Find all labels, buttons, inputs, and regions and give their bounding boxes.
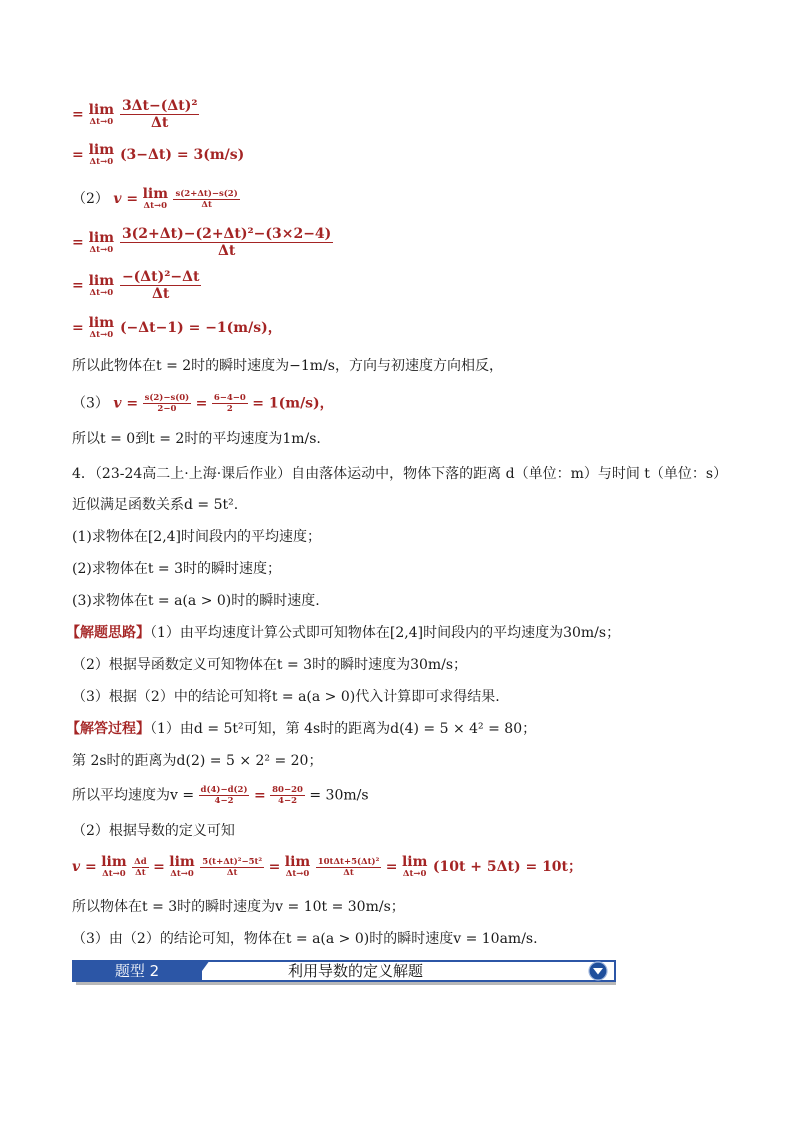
- fraction: $\frac{d(4)-d(2)}{4-2}$: [200, 785, 248, 806]
- equals-sign: =: [72, 106, 84, 123]
- chevron-down-circle-icon[interactable]: [588, 961, 608, 981]
- fraction: $\frac{6-4-0}{2}$: [213, 393, 246, 414]
- banner-title: [196, 960, 616, 982]
- limit-operator: lim Δt→0: [88, 315, 115, 340]
- solution-line-5: = lim Δt→0 $\frac{\text{−(Δt)²−Δt}}{\Delta t}$: [72, 269, 200, 302]
- limit-operator: lim Δt→0: [88, 101, 115, 127]
- conclusion-line-1: 所以此物体在t = 2时的瞬时速度为−1m/s，方向与初速度方向相反，: [72, 358, 503, 374]
- solution-idea-line-2: （2）根据导函数定义可知物体在t = 3时的瞬时速度为30m/s；: [72, 657, 468, 673]
- question-4-part-1: (1)求物体在[2,4]时间段内的平均速度；: [72, 529, 322, 545]
- solution-process-line-1: 【解答过程】（1）由d = 5t²可知，第 4s时的距离为d(4) = 5 × 4² = 80；: [66, 721, 537, 737]
- solution-process-line-7: （3）由（2）的结论可知，物体在t = a(a > 0)时的瞬时速度v = 10am/s.: [72, 931, 538, 947]
- solution-process-tag: 【解答过程】: [66, 721, 150, 737]
- fraction: $\frac{s(2)-s(0)}{2-0}$: [144, 393, 190, 414]
- limit-operator: lim Δt→0: [101, 854, 127, 879]
- solution-line-3: （2） v = lim Δt→0 $\frac{s(2+\Delta t)-s(2)}{\Delta t}$: [72, 186, 238, 211]
- fraction: $\frac{s(2+\Delta t)-s(2)}{\Delta t}$: [175, 188, 238, 210]
- limit-operator: lim Δt→0: [401, 854, 428, 879]
- banner-shadow: [76, 982, 616, 985]
- fraction: $\frac{80-20}{4-2}$: [272, 785, 303, 806]
- fraction: $\frac{\text{3Δt−(Δt)²}}{\Delta t}$: [121, 98, 198, 131]
- banner-type-label: 题型 2: [72, 960, 202, 982]
- fraction: $\frac{\text{3(2+Δt)−(2+Δt)²−(3×2−4)}}{\Delta t}$: [121, 226, 332, 259]
- fraction: $\frac{\text{10tΔt+5(Δt)²}}{\Delta t}$: [317, 856, 380, 878]
- solution-process-line-6: 所以物体在t = 3时的瞬时速度为v = 10t = 30m/s；: [72, 899, 405, 915]
- solution-process-line-2: 第 2s时的距离为d(2) = 5 × 2² = 20；: [72, 753, 323, 769]
- limit-operator: lim Δt→0: [88, 142, 115, 167]
- solution-process-line-5: v = lim Δt→0 $\frac{\Delta d}{\Delta t}$ = lim Δt→0 $\frac{\text{5(t+Δt)²−5t²}}{\Delta t}$ = lim Δt→0 $\frac{\text{10tΔt+5(Δt)²}}{\Delta t}$ = lim Δt→0 (10t + 5Δt) = 10t；: [72, 854, 583, 879]
- limit-operator: lim Δt→0: [284, 854, 311, 879]
- question-4-line-2: 近似满足函数关系d = 5t².: [72, 497, 239, 513]
- solution-process-line-3: 所以平均速度为v = $\frac{d(4)-d(2)}{4-2}$ = $\frac{80-20}{4-2}$ = 30m/s: [72, 785, 369, 806]
- question-4-part-2: (2)求物体在t = 3时的瞬时速度；: [72, 561, 281, 577]
- banner-title-text: 利用导数的定义解题: [288, 962, 424, 980]
- fraction: $\frac{\Delta d}{\Delta t}$: [134, 856, 147, 878]
- fraction: $\frac{\text{5(t+Δt)²−5t²}}{\Delta t}$: [202, 856, 263, 878]
- conclusion-line-2: 所以t = 0到t = 2时的平均速度为1m/s.: [72, 431, 321, 447]
- section-banner: [72, 958, 616, 984]
- limit-operator: lim Δt→0: [88, 229, 115, 255]
- question-4-line-1: 4．（23-24高二上·上海·课后作业）自由落体运动中，物体下落的距离 d（单位：m）与时间 t（单位：s）: [72, 466, 728, 482]
- fraction: $\frac{\text{−(Δt)²−Δt}}{\Delta t}$: [121, 269, 200, 302]
- limit-operator: lim Δt→0: [88, 272, 115, 298]
- solution-line-1: [72, 98, 199, 131]
- limit-operator: lim Δt→0: [169, 854, 195, 879]
- banner-slant: [194, 960, 210, 982]
- solution-idea-line-3: （3）根据（2）中的结论可知将t = a(a > 0)代入计算即可求得结果.: [72, 689, 500, 705]
- solution-line-8: （3） v = $\frac{s(2)-s(0)}{2-0}$ = $\frac{6-4-0}{2}$ = 1(m/s)，: [72, 393, 334, 414]
- solution-process-line-4: （2）根据导数的定义可知: [72, 823, 235, 839]
- question-4-part-3: (3)求物体在t = a(a > 0)时的瞬时速度.: [72, 593, 320, 609]
- limit-operator: lim Δt→0: [142, 186, 169, 211]
- solution-line-4: = lim Δt→0 $\frac{\text{3(2+Δt)−(2+Δt)²−(3×2−4)}}{\Delta t}$: [72, 226, 332, 259]
- solution-line-2: = lim Δt→0 (3−Δt) = 3(m/s): [72, 142, 245, 167]
- solution-idea-line-1: 【解题思路】（1）由平均速度计算公式即可知物体在[2,4]时间段内的平均速度为30m/s；: [66, 625, 621, 641]
- solution-idea-tag: 【解题思路】: [66, 625, 150, 641]
- solution-line-6: = lim Δt→0 (−Δt−1) = −1(m/s)，: [72, 315, 282, 340]
